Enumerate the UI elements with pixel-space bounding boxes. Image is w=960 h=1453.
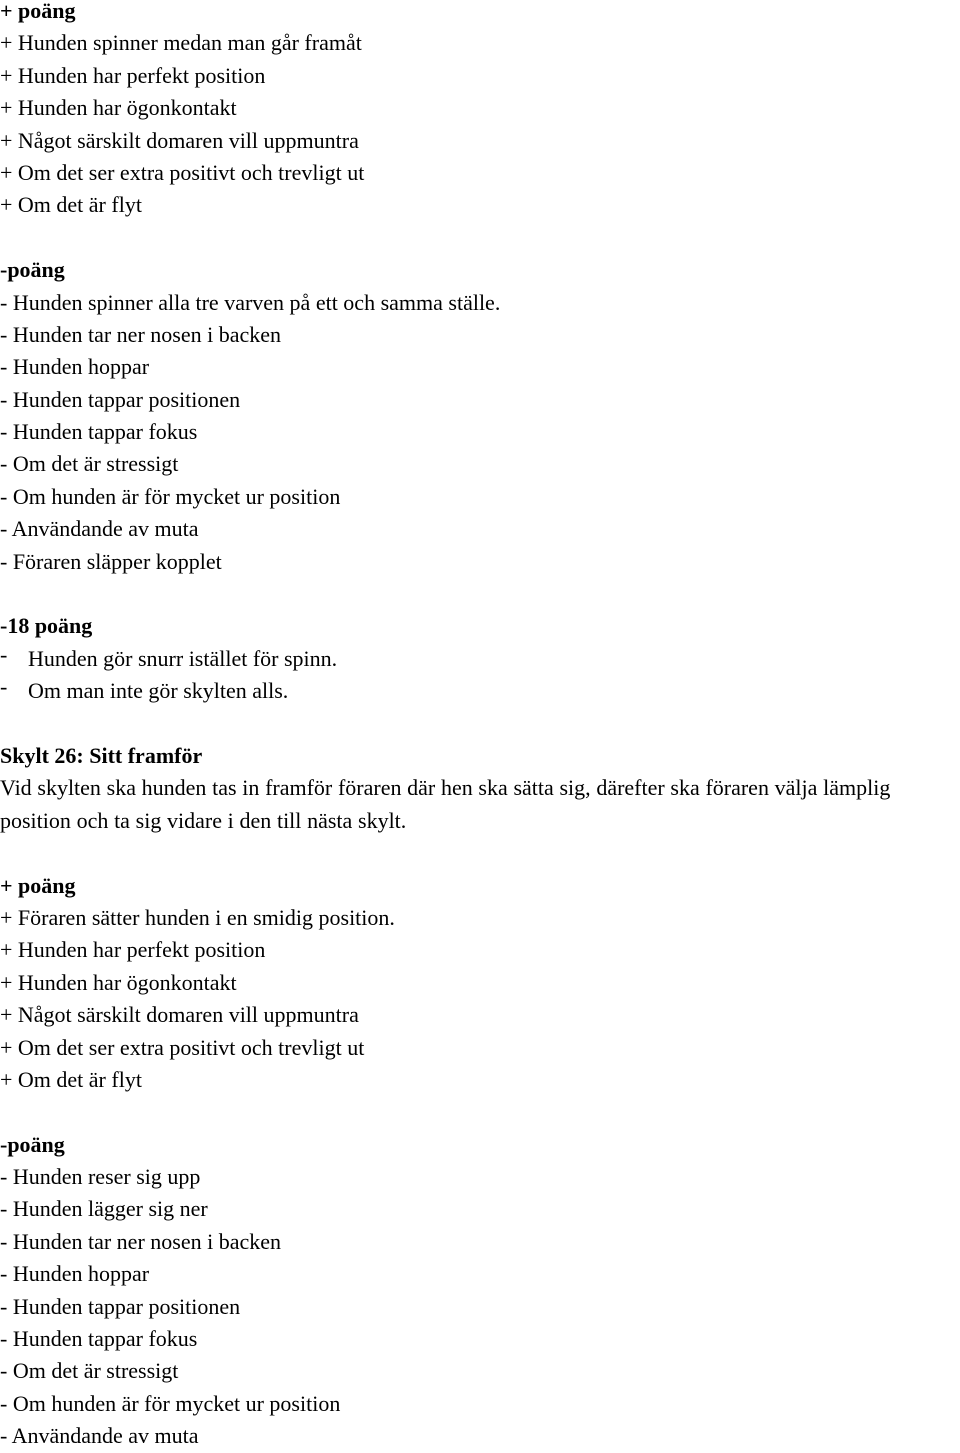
spacer bbox=[0, 222, 960, 254]
list-item: - Om hunden är för mycket ur position bbox=[0, 1390, 341, 1416]
list-item: + Hunden spinner medan man går framåt bbox=[0, 30, 362, 56]
list-item: - Hunden hoppar bbox=[0, 1261, 150, 1287]
list-item: + Hunden har ögonkontakt bbox=[0, 95, 237, 121]
list-item: - Hunden tappar fokus bbox=[0, 419, 198, 445]
spacer bbox=[0, 708, 960, 740]
list-item: + Hunden har ögonkontakt bbox=[0, 969, 237, 995]
list-item: + Något särskilt domaren vill uppmuntra bbox=[0, 127, 359, 153]
list-item: - Användande av muta bbox=[0, 1423, 199, 1449]
list-item: + Något särskilt domaren vill uppmuntra bbox=[0, 1002, 359, 1028]
list-item: + Hunden har perfekt position bbox=[0, 62, 266, 88]
penalty-heading: -18 poäng bbox=[0, 613, 93, 639]
plus-points-heading: + poäng bbox=[0, 0, 76, 23]
list-item: + Hunden har perfekt position bbox=[0, 937, 266, 963]
list-item: - Hunden tappar positionen bbox=[0, 1293, 241, 1319]
list-item: + Om det ser extra positivt och trevligt ut bbox=[0, 159, 365, 185]
list-item: - Om det är stressigt bbox=[0, 451, 179, 477]
list-item: - Användande av muta bbox=[0, 516, 199, 542]
penalty-item-text: Om man inte gör skylten alls. bbox=[28, 678, 289, 704]
dash-bullet: - bbox=[0, 641, 8, 667]
list-item: + Om det är flyt bbox=[0, 192, 142, 218]
list-item: - Om det är stressigt bbox=[0, 1358, 179, 1384]
list-item: - Hunden tappar positionen bbox=[0, 386, 241, 412]
plus-points-heading: + poäng bbox=[0, 872, 76, 898]
sign-title: Skylt 26: Sitt framför bbox=[0, 742, 203, 768]
list-item: - Hunden tar ner nosen i backen bbox=[0, 1228, 282, 1254]
penalty-item bbox=[0, 675, 960, 707]
penalty-item-text: Hunden gör snurr istället för spinn. bbox=[28, 645, 338, 671]
list-item: - Hunden reser sig upp bbox=[0, 1164, 201, 1190]
penalty-item bbox=[0, 643, 960, 675]
list-item: - Hunden hoppar bbox=[0, 354, 150, 380]
list-item: + Föraren sätter hunden i en smidig position. bbox=[0, 904, 395, 930]
list-item: - Hunden tar ner nosen i backen bbox=[0, 321, 282, 347]
sign-description: Vid skylten ska hunden tas in framför föraren där hen ska sätta sig, därefter ska föraren välja lämplig position och ta sig vidare i den till nästa skylt. bbox=[0, 775, 891, 833]
spacer bbox=[0, 837, 960, 869]
dash-bullet: - bbox=[0, 674, 8, 700]
list-item: + Om det är flyt bbox=[0, 1066, 142, 1092]
list-item: - Hunden lägger sig ner bbox=[0, 1196, 208, 1222]
list-item: - Hunden tappar fokus bbox=[0, 1326, 198, 1352]
spacer bbox=[0, 1096, 960, 1128]
list-item: - Om hunden är för mycket ur position bbox=[0, 483, 341, 509]
list-item: + Om det ser extra positivt och trevligt ut bbox=[0, 1034, 365, 1060]
minus-points-heading: -poäng bbox=[0, 1131, 65, 1157]
list-item: - Föraren släpper kopplet bbox=[0, 548, 222, 574]
list-item: - Hunden spinner alla tre varven på ett och samma ställe. bbox=[0, 289, 501, 315]
spacer bbox=[0, 578, 960, 610]
minus-points-heading: -poäng bbox=[0, 257, 65, 283]
